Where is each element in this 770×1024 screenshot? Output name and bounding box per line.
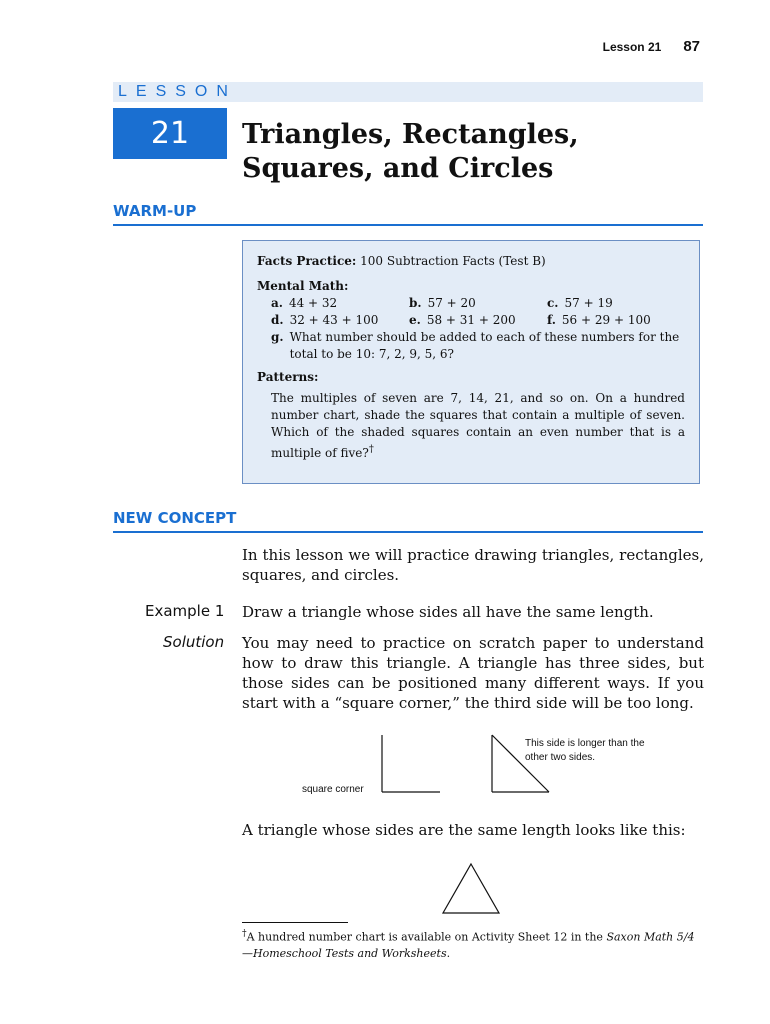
solution-text: You may need to practice on scratch paper to understand how to draw this triangle. A triangle has three sides, but those sides can be positioned many different ways. If you start with a “square corner,” the third side will be too long. (242, 634, 704, 712)
lesson-title (242, 118, 579, 186)
facts-text: 100 Subtraction Facts (Test B) (360, 254, 546, 268)
facts-label: Facts Practice: (257, 254, 357, 268)
page-number: 87 (683, 38, 700, 55)
warmup-heading: WARM-UP (113, 202, 703, 226)
running-lesson-label: Lesson 21 (602, 40, 662, 54)
equilateral-paragraph: A triangle whose sides are the same length looks like this: (242, 821, 686, 839)
problem-a: a. 44 + 32 (271, 296, 338, 310)
patterns-text: The multiples of seven are 7, 14, 21, and so on. On a hundred number chart, shade the squares that contain a multiple of seven. Which of the shaded squares contain an even number that is a multiple of five?† (271, 391, 685, 460)
solution-label: Solution (163, 633, 225, 651)
intro-paragraph: In this lesson we will practice drawing triangles, rectangles, squares, and circles. (242, 546, 704, 584)
example-text: Draw a triangle whose sides all have the same length. (242, 603, 654, 621)
long-side-label: This side is longer than the other two sides. (525, 738, 645, 763)
lesson-number: 21 (113, 108, 227, 159)
problem-c: c. 57 + 19 (547, 296, 613, 310)
lesson-word: LESSON (118, 83, 237, 100)
problem-b: b. 57 + 20 (409, 296, 476, 310)
warmup-box (242, 240, 700, 484)
mental-math-row (271, 312, 685, 329)
running-header (603, 38, 700, 55)
equilateral-triangle-icon (440, 862, 502, 916)
footnote-rule (242, 922, 348, 923)
lesson-title-line-1: Triangles, Rectangles, (242, 119, 579, 150)
footnote-title: Saxon Math 5/4—Homeschool Tests and Worksheets (242, 930, 695, 960)
square-corner-icon (382, 735, 440, 792)
problem-e: e. 58 + 31 + 200 (409, 313, 516, 327)
lesson-title-line-2: Squares, and Circles (242, 153, 554, 184)
problem-f: f. 56 + 29 + 100 (547, 313, 651, 327)
mental-math-row (271, 295, 685, 312)
footnote: †A hundred number chart is available on Activity Sheet 12 in the Saxon Math 5/4—Homeschool Tests and Worksheets. (242, 928, 695, 960)
patterns-label: Patterns: (257, 370, 319, 384)
mental-math-label: Mental Math: (257, 279, 349, 293)
new-concept-heading: NEW CONCEPT (113, 509, 703, 533)
footnote-mark: † (242, 928, 247, 939)
problem-d: d. 32 + 43 + 100 (271, 313, 379, 327)
problem-g: g. What number should be added to each of these numbers for the total to be 10: 7, 2, 9, 5, 6? (271, 330, 680, 361)
square-corner-label: square corner (302, 784, 364, 795)
facts-practice (257, 253, 685, 270)
footnote-mark: † (368, 444, 374, 455)
example-label: Example 1 (145, 602, 225, 620)
